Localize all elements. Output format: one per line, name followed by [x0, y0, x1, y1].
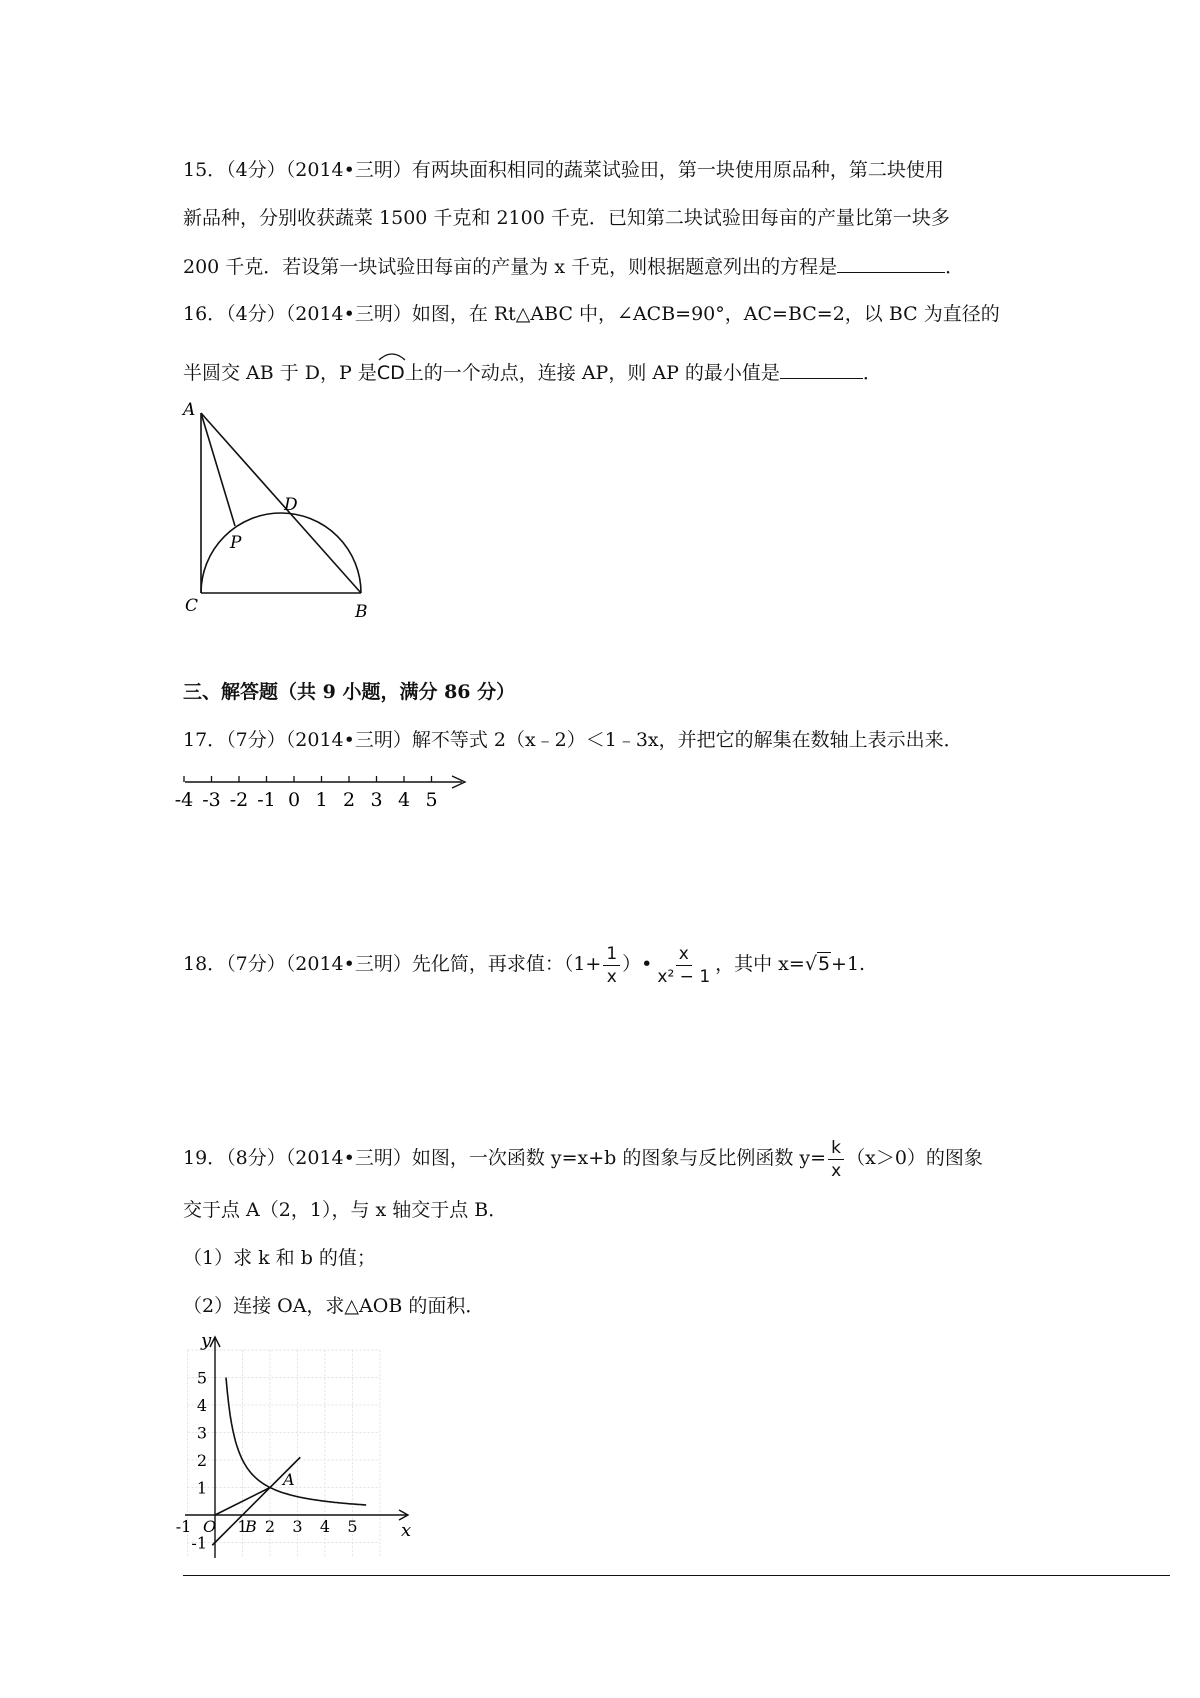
point-b-label: B	[245, 1517, 257, 1536]
y-tick-label: 2	[196, 1451, 207, 1470]
label-c: C	[185, 596, 199, 616]
q18-line	[183, 940, 865, 988]
fraction-k-over-x	[828, 1137, 844, 1182]
number-line-label: 0	[287, 789, 301, 811]
q18-text-c: ，其中 x=	[715, 953, 805, 975]
q19-part-2: （2）连接 OA，求△AOB 的面积．	[183, 1295, 485, 1317]
origin-label: O	[203, 1517, 217, 1536]
frac2-denominator: x² − 1	[657, 966, 711, 987]
q17-text: 17．（7分）（2014•三明）解不等式 2（x﹣2）＜1﹣3x，并把它的解集在数轴上表示出来．	[183, 729, 963, 751]
sqrt-radicand: 5	[817, 953, 831, 975]
q15-answer-blank	[837, 254, 945, 273]
fraction-x-over-x2-minus-1	[654, 943, 713, 988]
number-line-label: -4	[174, 789, 194, 811]
q18-text-a: 18．（7分）（2014•三明）先化简，再求值：（1+	[183, 953, 602, 975]
frac1-denominator: x	[606, 966, 617, 987]
arc-cd-symbol	[377, 361, 405, 385]
number-line-label: -2	[229, 789, 249, 811]
number-line-label: 5	[425, 789, 438, 811]
q17-number-line	[174, 770, 480, 820]
x-tick-label: 2	[264, 1517, 276, 1536]
section-3-heading: 三、解答题（共 9 小题，满分 86 分）	[183, 681, 516, 703]
q15-line-2: 新品种，分别收获蔬菜 1500 千克和 2100 千克．已知第二块试验田每亩的产量比第一块多	[183, 207, 950, 229]
number-line-label: 4	[397, 789, 411, 811]
number-line-label: 1	[315, 789, 328, 811]
y-tick-label: 5	[196, 1368, 207, 1388]
q16-triangle-figure	[175, 395, 385, 620]
arc-cd-label: CD	[376, 362, 405, 384]
label-d: D	[284, 495, 298, 515]
q16-line-2-text-b: 上的一个动点，连接 AP，则 AP 的最小值是	[404, 362, 780, 384]
q19-function-graph	[175, 1330, 415, 1565]
label-p: P	[230, 533, 242, 553]
q15-line-3-end: ．	[945, 256, 965, 278]
frac1-numerator: 1	[603, 943, 620, 966]
page-bottom-rule	[183, 1575, 1170, 1576]
y-tick-label: -1	[191, 1533, 207, 1553]
number-line-label: -1	[257, 789, 276, 811]
x-tick-label: -1	[175, 1517, 192, 1536]
y-tick-label: 1	[196, 1478, 207, 1498]
y-tick-label: 3	[196, 1423, 207, 1443]
q18-text-d: +1.	[831, 953, 866, 975]
q16-line-1: 16．（4分）（2014•三明）如图，在 Rt△ABC 中，∠ACB=90°，AC=BC=2，以 BC 为直径的	[183, 303, 1000, 325]
y-tick-label: 4	[196, 1396, 207, 1415]
q18-text-b: ）•	[622, 953, 653, 975]
q15-line-3	[183, 254, 964, 279]
sqrt-5: √5	[804, 953, 831, 975]
number-line-label: -3	[202, 789, 221, 811]
frac-k-denominator: x	[831, 1160, 842, 1181]
number-line-label: 2	[342, 789, 356, 811]
x-tick-label: 3	[292, 1517, 303, 1536]
x-axis-label: x	[401, 1520, 412, 1541]
label-a: A	[183, 400, 196, 420]
q19-line-1	[183, 1134, 983, 1182]
q16-line-2-text-a: 半圆交 AB 于 D，P 是	[183, 362, 377, 384]
q16-line-2-end: ．	[862, 362, 882, 384]
number-line-label: 3	[370, 789, 383, 811]
number-line-ticks	[175, 776, 438, 811]
frac2-numerator: x	[676, 943, 692, 966]
segment-ap	[201, 413, 235, 526]
semicircle-bc	[201, 513, 361, 593]
x-tick-label: 1	[237, 1517, 248, 1536]
x-tick-label: 4	[319, 1517, 331, 1536]
q16-line-2	[183, 360, 882, 385]
q16-answer-blank	[780, 360, 863, 379]
fraction-1-over-x	[603, 943, 620, 988]
side-ab	[201, 413, 361, 593]
inverse-proportion-curve	[226, 1378, 366, 1506]
x-tick-label: 5	[347, 1517, 358, 1536]
label-b: B	[355, 602, 368, 622]
q15-line-3-text: 200 千克．若设第一块试验田每亩的产量为 x 千克，则根据题意列出的方程是	[183, 256, 838, 278]
q19-text-a: 19．（8分）（2014•三明）如图，一次函数 y=x+b 的图象与反比例函数 y=	[183, 1147, 827, 1169]
q19-text-b: （x＞0）的图象	[846, 1147, 983, 1169]
frac-k-numerator: k	[828, 1137, 844, 1160]
q19-line-2: 交于点 A（2，1），与 x 轴交于点 B．	[183, 1199, 508, 1221]
q15-line-1: 15．（4分）（2014•三明）有两块面积相同的蔬菜试验田，第一块使用原品种，第二块使用	[183, 159, 944, 181]
y-axis-label: y	[201, 1330, 212, 1351]
point-a-label: A	[283, 1470, 295, 1489]
q19-part-1: （1）求 k 和 b 的值；	[183, 1247, 376, 1269]
